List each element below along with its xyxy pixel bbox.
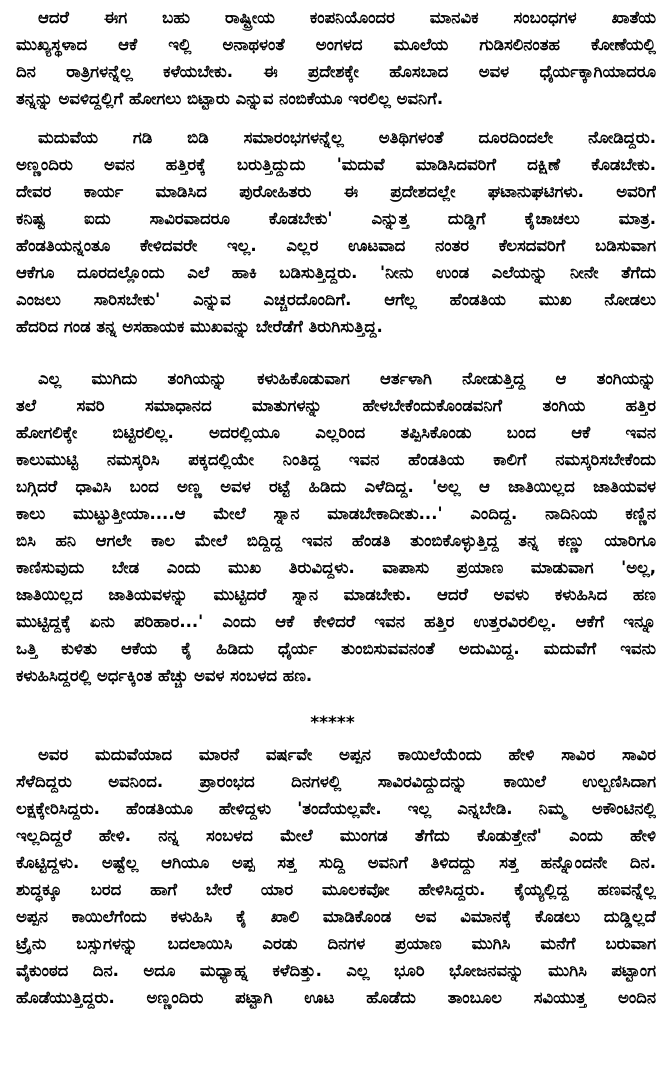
text-line: ಲಕ್ಷಕ್ಕೇರಿಸಿದ್ದರು. ಹೆಂಡತಿಯೂ ಹೇಳಿದ್ದಳು 'ತಂದೆಯಲ್ಲವೇ. ಇಲ್ಲ ಎನ್ನಬೇಡಿ. ನಿಮ್ಮ ಅಕೌಂಟಿನಲ್ಲಿ (16, 799, 656, 818)
text-line: ಎಂಜಲು ಸಾರಿಸಬೇಕು' ಎನ್ನುವ ಎಚ್ಚರದೊಂದಿಗೆ. ಆಗೆಲ್ಲ ಹೆಂಡತಿಯ ಮುಖ ನೋಡಲು (16, 290, 656, 309)
text-line: ಜಾತಿಯಿಲ್ಲದ ಜಾತಿಯವಳನ್ನು ಮುಟ್ಟಿದರೆ ಸ್ನಾನ ಮಾಡಬೇಕು. ಆದರೆ ಅವಳು ಕಳುಹಿಸಿದ ಹಣ (16, 585, 656, 604)
text-line: ದೇವರ ಕಾರ್ಯ ಮಾಡಿಸಿದ ಪುರೋಹಿತರು ಈ ಪ್ರದೇಶದಲ್ಲೇ ಘಟಾನುಘಟಿಗಳು. ಅವರಿಗೆ (16, 182, 656, 201)
paragraph-1 (16, 4, 656, 112)
text-line: ಅಪ್ಪನ ಕಾಯಿಲೆಗೆಂದು ಕಳುಹಿಸಿ ಕೈ ಖಾಲಿ ಮಾಡಿಕೊಂಡ ಅವ ವಿಮಾನಕ್ಕೆ ಕೊಡಲು ದುಡ್ಡಿಲ್ಲದೆ (16, 907, 656, 926)
text-line: ಆಕೆಗೂ ದೂರದಲ್ಲೊಂದು ಎಲೆ ಹಾಕಿ ಬಡಿಸುತ್ತಿದ್ದರು. 'ನೀನು ಉಂಡ ಎಲೆಯನ್ನು ನೀನೇ ತೆಗೆದು (16, 263, 656, 282)
paragraph-2 (16, 124, 656, 340)
text-line: ಕನಿಷ್ಟ ಐದು ಸಾವಿರವಾದರೂ ಕೊಡಬೇಕು' ಎನ್ನುತ್ತ ದುಡ್ಡಿಗೆ ಕೈಚಾಚಲು ಮಾತ್ರ. (16, 209, 656, 228)
text-line: ತನ್ನನ್ನು ಅವಳಿದ್ದಲ್ಲಿಗೆ ಹೋಗಲು ಬಿಟ್ಟಾರು ಎನ್ನುವ ನಂಬಿಕೆಯೂ ಇರಲಿಲ್ಲ ಅವನಿಗೆ. (16, 89, 444, 108)
text-line: ಅವರ ಮದುವೆಯಾದ ಮಾರನೆ ವರ್ಷವೇ ಅಪ್ಪನ ಕಾಯಿಲೆಯೆಂದು ಹೇಳಿ ಸಾವಿರ ಸಾವಿರ (38, 745, 656, 764)
text-line: ಹೆಂಡತಿಯನ್ನಂತೂ ಕೇಳಿದವರೇ ಇಲ್ಲ. ಎಲ್ಲರ ಊಟವಾದ ನಂತರ ಕೆಲಸದವರಿಗೆ ಬಡಿಸುವಾಗ (16, 236, 656, 255)
text-line: ಬಿಸಿ ಹನಿ ಆಗಲೇ ಕಾಲ ಮೇಲೆ ಬಿದ್ದಿದ್ದ ಇವನ ಹೆಂಡತಿ ತುಂಬಿಕೊಳ್ಳುತ್ತಿದ್ದ ತನ್ನ ಕಣ್ಣು ಯಾರಿಗೂ (16, 531, 656, 550)
text-line: ಮದುವೆಯ ಗಡಿ ಬಿಡಿ ಸಮಾರಂಭಗಳನ್ನೆಲ್ಲ ಅತಿಥಿಗಳಂತೆ ದೂರದಿಂದಲೇ ನೋಡಿದ್ದರು. (38, 128, 656, 147)
text-line: ಬಗ್ಗಿದರೆ ಧಾವಿಸಿ ಬಂದ ಅಣ್ಣ ಅವಳ ರಟ್ಟೆ ಹಿಡಿದು ಎಳೆದಿದ್ದ. 'ಅಲ್ಲ ಆ ಜಾತಿಯಿಲ್ಲದ ಜಾತಿಯವಳ (16, 477, 656, 496)
text-line: ಹೋಗಲಿಕ್ಕೇ ಬಿಟ್ಟಿರಲಿಲ್ಲ. ಅದರಲ್ಲಿಯೂ ಎಲ್ಲರಿಂದ ತಪ್ಪಿಸಿಕೊಂಡು ಬಂದ ಆಕೆ ಇವನ (16, 423, 656, 442)
text-line: ಕಾಣಿಸುವುದು ಬೇಡ ಎಂದು ಮುಖ ತಿರುವಿದ್ದಳು. ವಾಪಾಸು ಪ್ರಯಾಣ ಮಾಡುವಾಗ 'ಅಲ್ಲ, (16, 558, 656, 577)
paragraph-3 (16, 365, 656, 689)
text-line: ಆದರೆ ಈಗ ಬಹು ರಾಷ್ಟ್ರೀಯ ಕಂಪನಿಯೊಂದರ ಮಾನವಿಕ ಸಂಬಂಧಗಳ ಖಾತೆಯ (38, 8, 656, 27)
section-separator: ***** (310, 713, 355, 733)
text-line: ಮುಟ್ಟಿದ್ದಕ್ಕೆ ಏನು ಪರಿಹಾರ...' ಎಂದು ಆಕೆ ಕೇಳಿದರೆ ಇವನ ಹತ್ತಿರ ಉತ್ತರವಿರಲಿಲ್ಲ. ಆಕೆಗೆ ಇನ್ನೂ (16, 612, 656, 631)
text-line: ಒತ್ತಿ ಕುಳಿತು ಆಕೆಯ ಕೈ ಹಿಡಿದು ಧೈರ್ಯ ತುಂಬಿಸುವವನಂತೆ ಅದುಮಿದ್ದ. ಮದುವೆಗೆ ಇವನು (16, 639, 656, 658)
text-line: ತಲೆ ಸವರಿ ಸಮಾಧಾನದ ಮಾತುಗಳನ್ನು ಹೇಳಬೇಕೆಂದುಕೊಂಡವನಿಗೆ ತಂಗಿಯ ಹತ್ತಿರ (16, 396, 656, 415)
text-line: ಹೊಡೆಯುತ್ತಿದ್ದರು. ಅಣ್ಣಂದಿರು ಪಟ್ಟಾಗಿ ಊಟ ಹೊಡೆದು ತಾಂಬೂಲ ಸವಿಯುತ್ತ ಅಂದಿನ (16, 988, 656, 1007)
text-line: ಕೊಟ್ಟಿದ್ದಳು. ಅಷ್ಟೆಲ್ಲ ಆಗಿಯೂ ಅಪ್ಪ ಸತ್ತ ಸುದ್ದಿ ಅವನಿಗೆ ತಿಳಿದದ್ದು ಸತ್ತ ಹನ್ನೊಂದನೇ ದಿನ. (16, 853, 656, 872)
text-line: ದಿನ ರಾತ್ರಿಗಳನ್ನೆಲ್ಲ ಕಳೆಯಬೇಕು. ಈ ಪ್ರದೇಶಕ್ಕೇ ಹೊಸಬಾದ ಅವಳ ಧೈರ್ಯಕ್ಕಾಗಿಯಾದರೂ (16, 62, 656, 81)
text-line: ಅಣ್ಣಂದಿರು ಅವನ ಹತ್ತಿರಕ್ಕೆ ಬರುತ್ತಿದ್ದುದು 'ಮದುವೆ ಮಾಡಿಸಿದವರಿಗೆ ದಕ್ಷಿಣೆ ಕೊಡಬೇಕು. (16, 155, 656, 174)
text-line: ಸೆಳೆದಿದ್ದರು ಅವನಿಂದ. ಪ್ರಾರಂಭದ ದಿನಗಳಲ್ಲಿ ಸಾವಿರವಿದ್ದುದನ್ನು ಕಾಯಿಲೆ ಉಲ್ಬಣಿಸಿದಾಗ (16, 772, 656, 791)
text-line: ಹೆದರಿದ ಗಂಡ ತನ್ನ ಅಸಹಾಯಕ ಮುಖವನ್ನು ಬೇರೆಡೆಗೆ ತಿರುಗಿಸುತ್ತಿದ್ದ. (16, 317, 383, 336)
text-line: ಕಾಲು ಮುಟ್ಟುತ್ತೀಯಾ....ಆ ಮೇಲೆ ಸ್ನಾನ ಮಾಡಬೇಕಾದೀತು...' ಎಂದಿದ್ದ. ನಾದಿನಿಯ ಕಣ್ಣಿನ (16, 504, 656, 523)
text-line: ವೈಕುಂಠದ ದಿನ. ಅದೂ ಮಧ್ಯಾಹ್ನ ಕಳೆದಿತ್ತು. ಎಲ್ಲ ಭೂರಿ ಭೋಜನವನ್ನು ಮುಗಿಸಿ ಪಟ್ಟಾಂಗ (16, 961, 656, 980)
text-line: ಶುದ್ಧಕ್ಕೂ ಬರದ ಹಾಗೆ ಬೇರೆ ಯಾರ ಮೂಲಕವೋ ಹೇಳಿಸಿದ್ದರು. ಕೈಯ್ಯಲ್ಲಿದ್ದ ಹಣವನ್ನೆಲ್ಲ (16, 880, 656, 899)
text-line: ಎಲ್ಲ ಮುಗಿದು ತಂಗಿಯನ್ನು ಕಳುಹಿಕೊಡುವಾಗ ಆರ್ತಳಾಗಿ ನೋಡುತ್ತಿದ್ದ ಆ ತಂಗಿಯನ್ನು (38, 369, 656, 388)
paragraph-4 (16, 741, 656, 1011)
text-line: ಇಲ್ಲದಿದ್ದರೆ ಹೇಳಿ. ನನ್ನ ಸಂಬಳದ ಮೇಲೆ ಮುಂಗಡ ತೆಗೆದು ಕೊಡುತ್ತೇನೆ' ಎಂದು ಹೇಳಿ (16, 826, 656, 845)
text-line: ಕಳುಹಿಸಿದ್ದರಲ್ಲಿ ಅರ್ಧಕ್ಕಿಂತ ಹೆಚ್ಚು ಅವಳ ಸಂಬಳದ ಹಣ. (16, 666, 313, 685)
text-line: ಟ್ರೈನು ಬಸ್ಸುಗಳನ್ನು ಬದಲಾಯಿಸಿ ಎರಡು ದಿನಗಳ ಪ್ರಯಾಣ ಮುಗಿಸಿ ಮನೆಗೆ ಬರುವಾಗ (16, 934, 656, 953)
text-line: ಕಾಲುಮುಟ್ಟಿ ನಮಸ್ಕರಿಸಿ ಪಕ್ಕದಲ್ಲಿಯೇ ನಿಂತಿದ್ದ ಇವನ ಹೆಂಡತಿಯ ಕಾಲಿಗೆ ನಮಸ್ಕರಿಸಬೇಕೆಂದು (16, 450, 656, 469)
text-line: ಮುಖ್ಯಸ್ಥಳಾದ ಆಕೆ ಇಲ್ಲಿ ಅನಾಥಳಂತೆ ಅಂಗಳದ ಮೂಲೆಯ ಗುಡಿಸಲಿನಂತಹ ಕೋಣೆಯಲ್ಲಿ (16, 35, 656, 54)
